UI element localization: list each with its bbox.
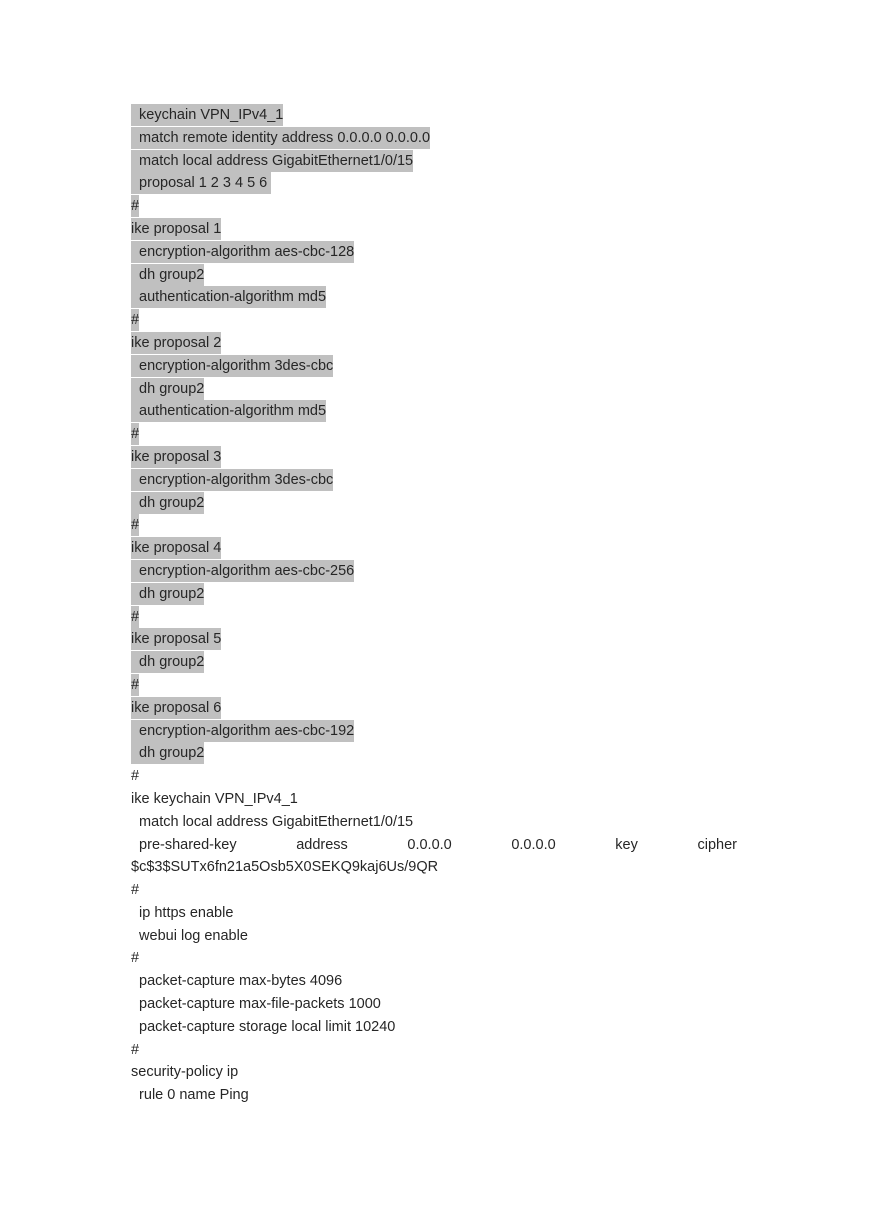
config-line: [131, 628, 737, 651]
config-line-text: ike keychain VPN_IPv4_1: [131, 790, 298, 807]
config-line: [131, 651, 737, 674]
config-line: [131, 469, 737, 492]
config-line: [131, 446, 737, 469]
config-line-text: ike proposal 6: [131, 697, 221, 719]
config-line-text: dh group2: [131, 378, 204, 400]
config-line: [131, 514, 737, 537]
config-line-text: #: [131, 195, 139, 217]
config-line: [131, 400, 737, 423]
config-line: [131, 1016, 737, 1039]
config-line: [131, 560, 737, 583]
config-line: [131, 104, 737, 127]
pre-shared-key-token: 0.0.0.0: [511, 836, 556, 853]
config-line-text: match local address GigabitEthernet1/0/15: [131, 813, 414, 830]
config-line: [131, 537, 737, 560]
config-line-text: dh group2: [131, 264, 204, 286]
config-line: [131, 492, 737, 515]
config-line-text: ip https enable: [131, 904, 234, 921]
config-line: [131, 127, 737, 150]
config-line-text: ike proposal 3: [131, 446, 221, 468]
config-line-text: #: [131, 674, 139, 696]
config-line-text: encryption-algorithm 3des-cbc: [131, 469, 333, 491]
config-line-text: ike proposal 2: [131, 332, 221, 354]
config-line: [131, 309, 737, 332]
config-line-text: security-policy ip: [131, 1064, 239, 1081]
config-line-text: encryption-algorithm aes-cbc-128: [131, 241, 354, 263]
highlighted-config-block: [131, 104, 737, 765]
config-line: [131, 674, 737, 697]
config-line-text: ike proposal 1: [131, 218, 221, 240]
config-line: [131, 970, 737, 993]
pre-shared-key-token: cipher: [697, 836, 737, 853]
config-line-text: dh group2: [131, 492, 204, 514]
pre-shared-key-token: address: [296, 836, 348, 853]
config-line-text: #: [131, 882, 140, 899]
remaining-config-block: [131, 856, 737, 1107]
config-line-text: packet-capture max-bytes 4096: [131, 973, 343, 990]
config-line-text: #: [131, 514, 139, 536]
config-line-text: proposal 1 2 3 4 5 6: [131, 172, 271, 194]
config-line: [131, 583, 737, 606]
config-line: [131, 264, 737, 287]
config-line-text: encryption-algorithm aes-cbc-192: [131, 720, 354, 742]
config-line: [131, 218, 737, 241]
config-line: [131, 241, 737, 264]
config-line-text: rule 0 name Ping: [131, 1087, 249, 1104]
config-line-text: dh group2: [131, 583, 204, 605]
config-line: [131, 856, 737, 879]
config-line: [131, 355, 737, 378]
config-line: [131, 742, 737, 765]
config-line-text: match remote identity address 0.0.0.0 0.0.0.0: [131, 127, 430, 149]
config-line: [131, 811, 737, 834]
config-line: [131, 720, 737, 743]
config-line: [131, 902, 737, 925]
config-line-text: packet-capture storage local limit 10240: [131, 1018, 396, 1035]
config-document: [131, 104, 737, 1107]
ike-keychain-block: [131, 765, 737, 833]
config-line: [131, 1039, 737, 1062]
config-line: [131, 993, 737, 1016]
config-line: [131, 697, 737, 720]
config-line-text: $c$3$SUTx6fn21a5Osb5X0SEKQ9kaj6Us/9QR: [131, 859, 439, 876]
config-line-text: ike proposal 4: [131, 537, 221, 559]
config-line: [131, 150, 737, 173]
config-line-text: #: [131, 423, 139, 445]
config-line: [131, 378, 737, 401]
config-line-text: #: [131, 950, 140, 967]
pre-shared-key-line: [131, 834, 737, 857]
config-line: [131, 332, 737, 355]
config-line-text: #: [131, 768, 140, 785]
config-line-text: #: [131, 309, 139, 331]
config-line: [131, 606, 737, 629]
config-line-text: authentication-algorithm md5: [131, 286, 326, 308]
pre-shared-key-token: 0.0.0.0: [407, 836, 452, 853]
config-line: [131, 1061, 737, 1084]
pre-shared-key-token: pre-shared-key: [131, 836, 237, 853]
config-line-text: keychain VPN_IPv4_1: [131, 104, 283, 126]
config-line: [131, 788, 737, 811]
config-line: [131, 423, 737, 446]
config-line-text: authentication-algorithm md5: [131, 400, 326, 422]
config-line: [131, 1084, 737, 1107]
config-line: [131, 925, 737, 948]
config-line-text: encryption-algorithm aes-cbc-256: [131, 560, 354, 582]
config-line: [131, 765, 737, 788]
config-line: [131, 172, 737, 195]
config-line-text: match local address GigabitEthernet1/0/15: [131, 150, 413, 172]
config-line-text: encryption-algorithm 3des-cbc: [131, 355, 333, 377]
config-line-text: dh group2: [131, 742, 204, 764]
config-line: [131, 195, 737, 218]
pre-shared-key-token: key: [615, 836, 638, 853]
config-line-text: #: [131, 1041, 140, 1058]
config-line-text: ike proposal 5: [131, 628, 221, 650]
config-line-text: #: [131, 606, 139, 628]
config-line-text: packet-capture max-file-packets 1000: [131, 996, 381, 1013]
config-line: [131, 947, 737, 970]
config-line-text: webui log enable: [131, 927, 248, 944]
config-line-text: dh group2: [131, 651, 204, 673]
config-line: [131, 286, 737, 309]
config-line: [131, 879, 737, 902]
